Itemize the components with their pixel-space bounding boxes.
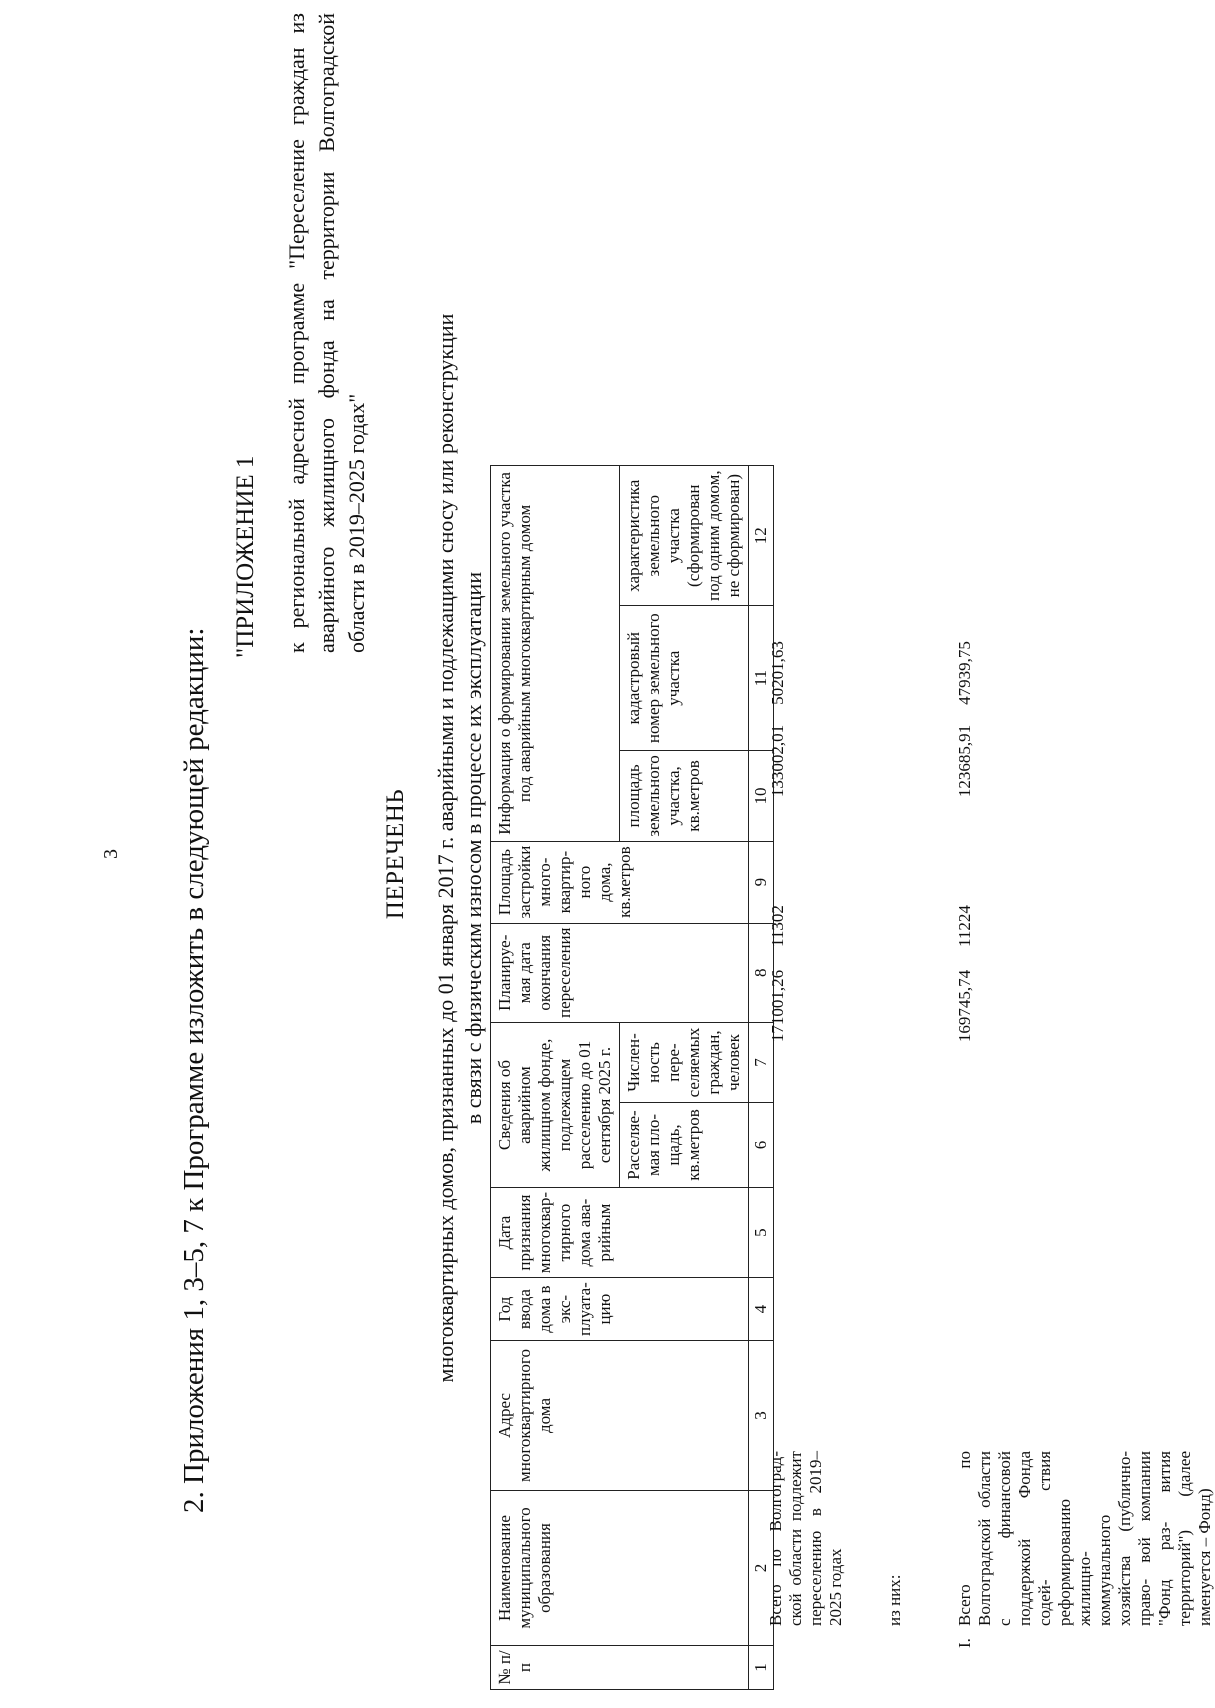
column-number: 6 [749,1103,774,1188]
header-cadastral-number: кадастровый номер земельного участка [620,606,749,751]
row-subheading: из них: [885,1574,904,1626]
header-group-land-plot: Информация о формировании земельного участка под аварийным многоквартирным домом [491,466,620,841]
cell-resettled-people: 11224 [955,905,974,947]
header-building-area: Площадь застройки много- квартир- ного дома, кв.метров [491,841,749,923]
cell-resettled-people: 11302 [768,905,787,947]
list-title: ПЕРЕЧЕНЬ [382,788,409,920]
column-number: 10 [749,751,774,841]
row-index: I. [955,1638,974,1648]
cell-land-area: 50201,63 [768,641,787,705]
header-planned-date: Планируе- мая дата окончания переселения [491,923,749,1022]
row-label: Всего по Волгоград- ской области подлежит переселению в 2019–2025 годах [766,1451,845,1626]
header-land-characteristic: характеристика земельного участка (сформирован под одним домом, не сформирован) [620,466,749,606]
column-number: 5 [749,1188,774,1278]
header-address: Адрес многоквартирного дома [491,1341,749,1491]
appendix-title: "ПРИЛОЖЕНИЕ 1 [232,455,259,658]
column-number: 11 [749,606,774,751]
header-municipality: Наименование муниципального образования [491,1491,749,1646]
cell-building-area: 123685,91 [955,724,974,798]
appendix-caption: к региональной адресной программе "Переселение граждан из аварийного жилищного фонда на территории Волгоградской области в 2019–2025 годах" [284,13,369,653]
column-number: 8 [749,923,774,1022]
header-group-emergency-fund: Сведения об аварийном жилищном фонде, подлежащем расселению до 01 сентября 2025 г. [491,1023,620,1188]
intro-paragraph: 2. Приложения 1, 3–5, 7 к Программе изложить в следующей редакции: [178,627,210,1513]
column-number: 3 [749,1341,774,1491]
list-subtitle-line-1: многоквартирных домов, признанных до 01 января 2017 г. аварийными и подлежащими сносу или реконструкции [433,313,458,1383]
cell-building-area: 133002,01 [768,724,787,798]
column-number: 12 [749,466,774,606]
column-number: 7 [749,1023,774,1103]
header-emergency-date: Дата признания многоквар- тирного дома ава- рийным [491,1188,749,1278]
cell-land-area: 47939,75 [955,641,974,705]
column-number: 1 [749,1646,774,1690]
header-year-built: Год ввода дома в экс- плуата- цию [491,1278,749,1341]
header-land-area: площадь земельного участка, кв.метров [620,751,749,841]
column-number: 4 [749,1278,774,1341]
column-number: 2 [749,1491,774,1646]
cell-resettled-area: 171001,26 [768,969,787,1043]
list-subtitle [432,148,488,1548]
column-number: 9 [749,841,774,923]
header-resettled-area: Расселяе- мая пло- щадь, кв.метров [620,1103,749,1188]
header-number: № п/п [491,1646,749,1690]
header-resettled-people: Числен- ность пере- селяемых граждан, человек [620,1023,749,1103]
houses-table [490,465,774,1690]
row-label: Всего по Волгоградской области с финансовой поддержкой Фонда содей- ствия реформированию жилищно-коммунального хозяйства (публично-право- вой компании "Фонд раз- вития территорий") (далее именуется – Фонд) [955,1451,1214,1626]
list-subtitle-line-2: в связи с физическим износом в процессе их эксплуатации [461,571,486,1125]
cell-resettled-area: 169745,74 [955,969,974,1043]
page-number: 3 [100,849,122,859]
